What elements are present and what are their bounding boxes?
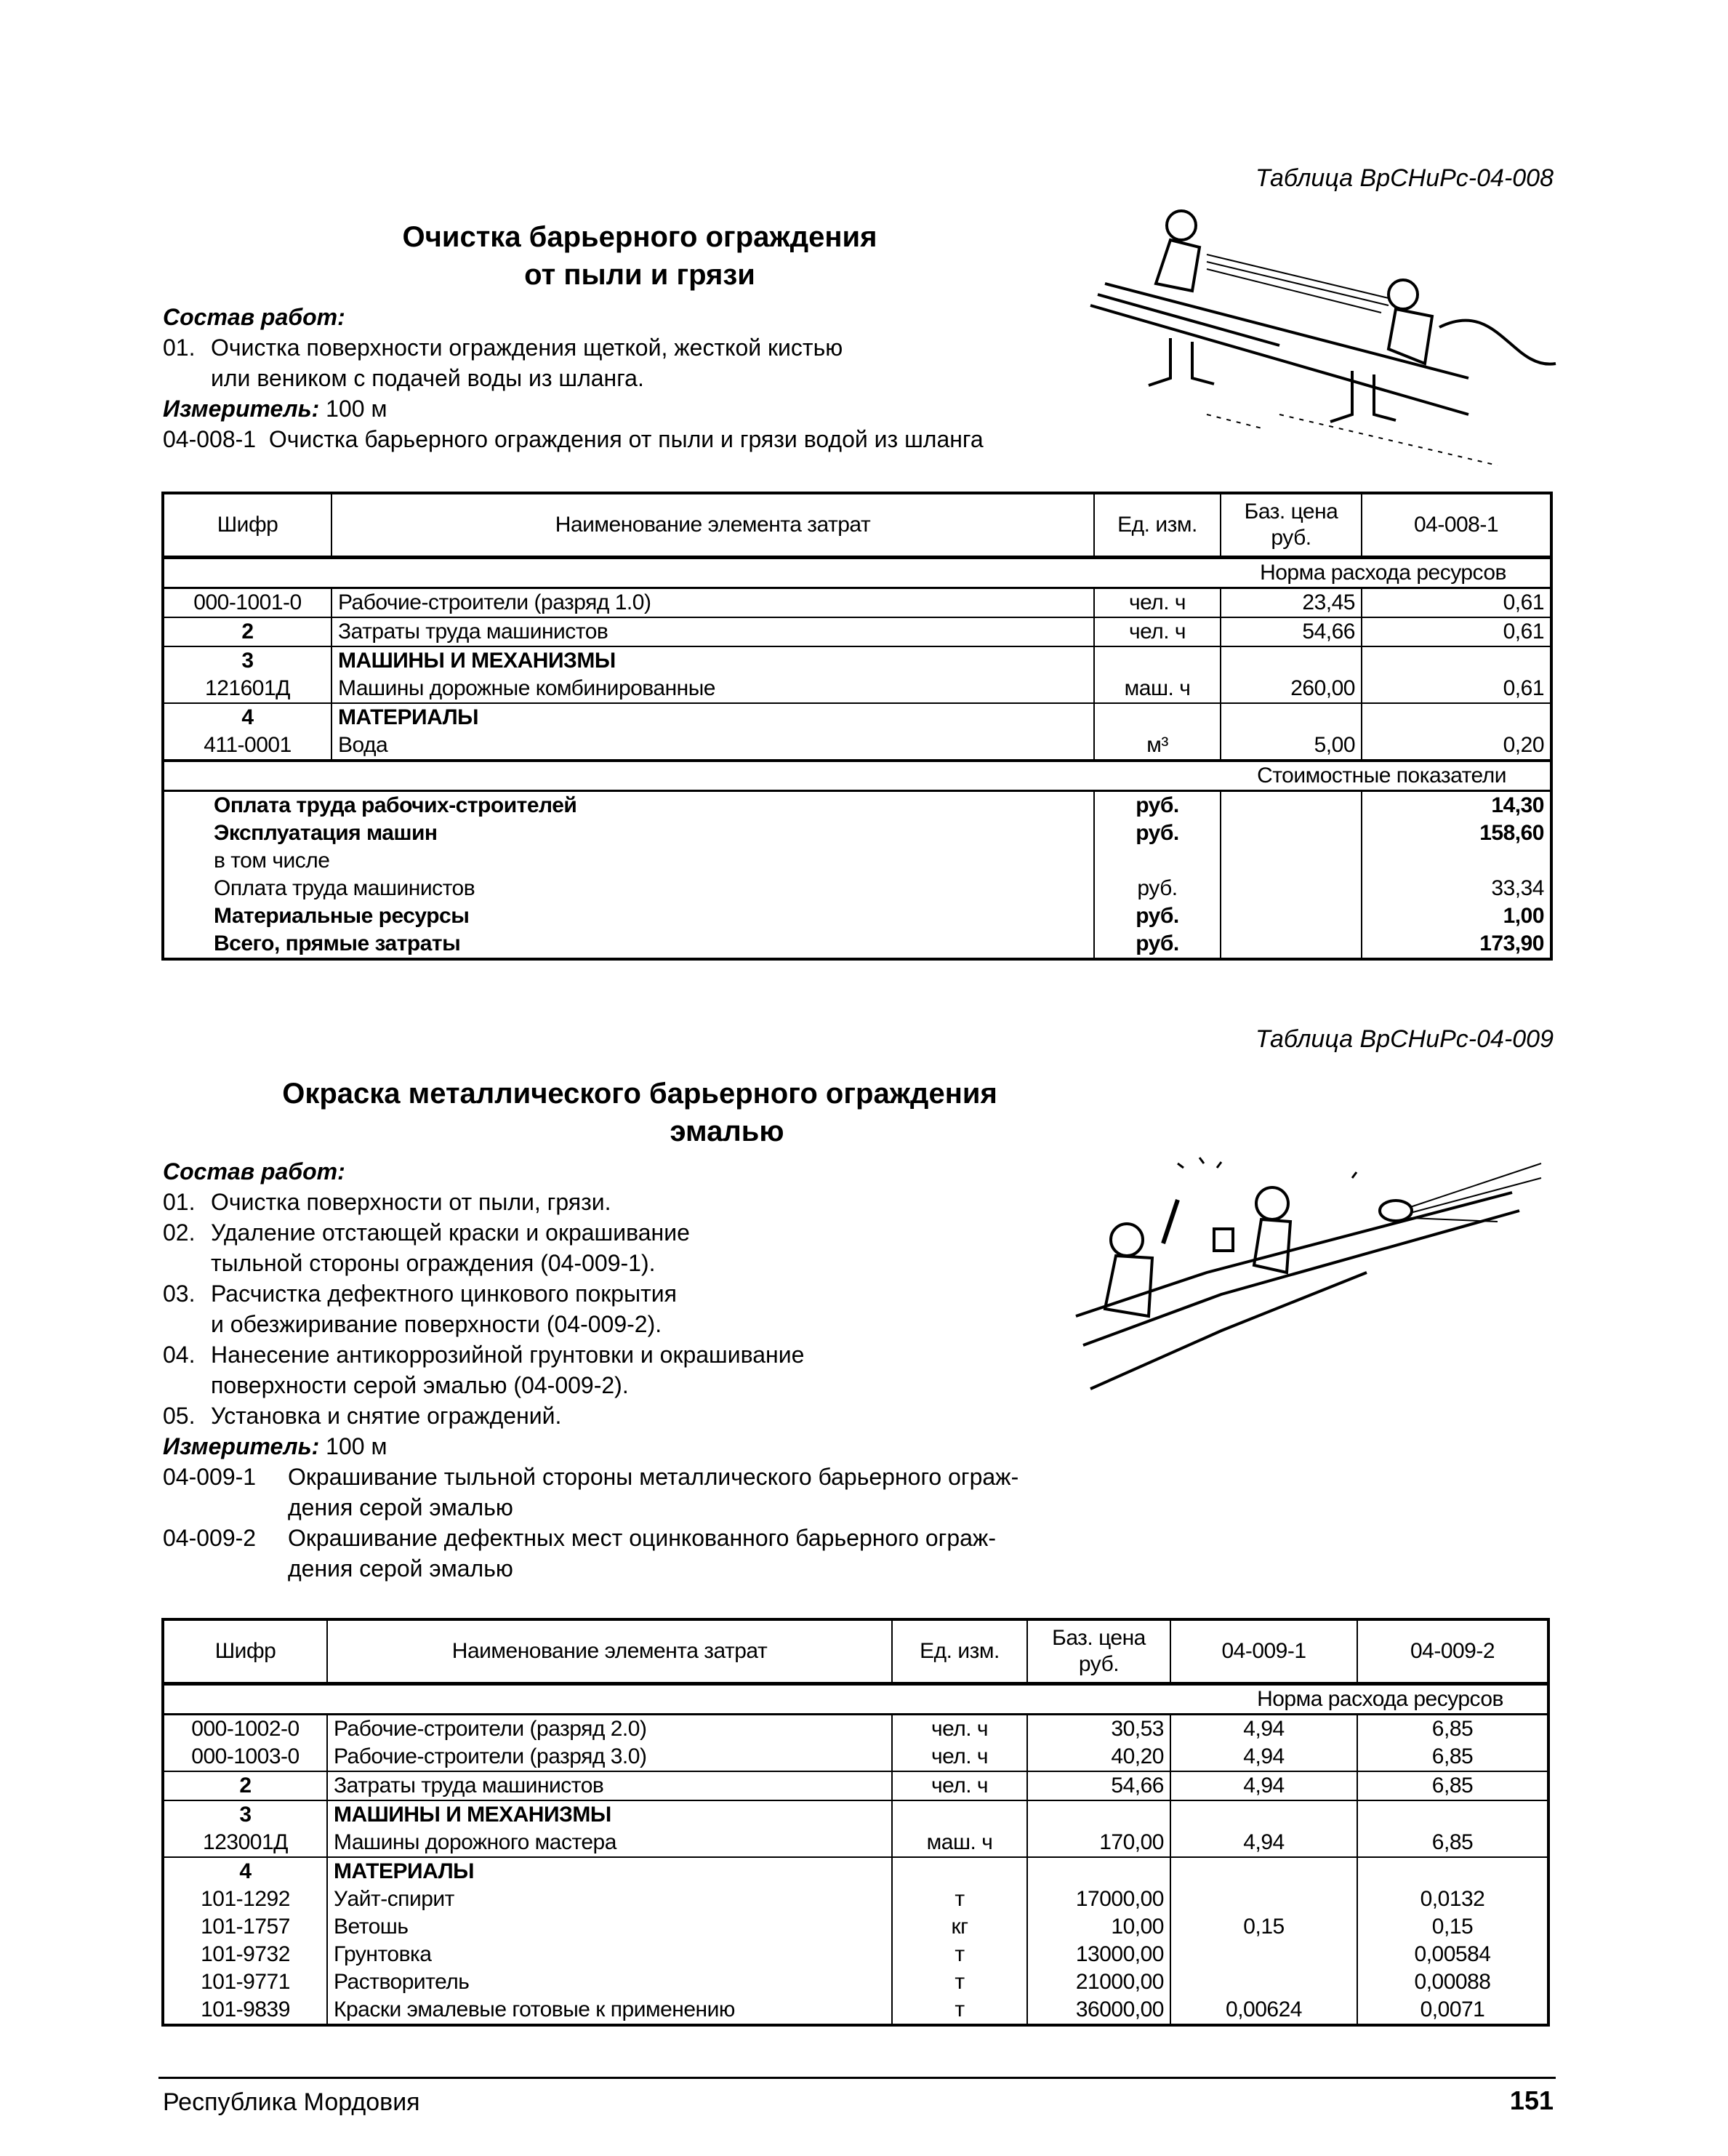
cell-norm: 0,00584 [1357, 1941, 1548, 1968]
section-title [167, 1075, 1112, 1150]
cell-code: 000-1002-0 [163, 1715, 327, 1744]
cost-row [163, 819, 1551, 847]
cell-name: Уайт-спирит [327, 1886, 892, 1913]
cost-unit: руб. [1094, 875, 1221, 902]
item-number: 01. [163, 1189, 196, 1215]
cell-norm: 4,94 [1170, 1743, 1357, 1771]
cell-price: 5,00 [1221, 732, 1362, 761]
cost-value: 1,00 [1362, 902, 1551, 930]
table-row [163, 646, 1551, 675]
cell-price: 36000,00 [1027, 1996, 1170, 2025]
cell-price [1221, 646, 1362, 675]
work-item [163, 1278, 1181, 1339]
cell-code: 3 [163, 646, 331, 675]
cost-row [163, 930, 1551, 959]
cell-code: 411-0001 [163, 732, 331, 761]
table-row [163, 732, 1551, 761]
cost-name: Оплата труда машинистов [163, 875, 1094, 902]
item-text [211, 1339, 804, 1400]
code: 04-009-2 [163, 1525, 257, 1551]
col-header-name: Наименование элемента затрат [331, 493, 1094, 558]
cell-code: 4 [163, 1857, 327, 1886]
header-row [163, 1619, 1548, 1684]
cell-code: 101-9732 [163, 1941, 327, 1968]
work-description [163, 1156, 1181, 1584]
cell-norm: 0,00624 [1170, 1996, 1357, 2025]
code-desc [288, 1523, 996, 1584]
cell-norm [1170, 1886, 1357, 1913]
cost-value: 33,34 [1362, 875, 1551, 902]
item-number: 04. [163, 1342, 196, 1368]
item-text-line: Расчистка дефектного цинкового покрытия [211, 1281, 677, 1307]
cell-price [1027, 1800, 1170, 1829]
title-line: эмалью [670, 1115, 784, 1147]
cell-code: 3 [163, 1800, 327, 1829]
table-row [163, 703, 1551, 732]
cell-norm: 0,15 [1170, 1913, 1357, 1941]
cell-name: МАТЕРИАЛЫ [327, 1857, 892, 1886]
cell-price [1221, 703, 1362, 732]
cell-code: 101-1757 [163, 1913, 327, 1941]
item-text: Очистка поверхности ограждения щеткой, жесткой кистью или веником с подачей воды из шланга. [211, 334, 843, 391]
cell-code: 123001Д [163, 1829, 327, 1857]
cell-unit: чел. ч [1094, 588, 1221, 618]
cell-norm: 4,94 [1170, 1771, 1357, 1800]
page-number: 151 [1509, 2085, 1554, 2115]
cell-norm: 4,94 [1170, 1829, 1357, 1857]
cost-empty [1221, 902, 1362, 930]
meter: Измеритель: 100 м [163, 396, 387, 422]
cost-name: Эксплуатация машин [163, 819, 1094, 847]
cost-unit [1094, 847, 1221, 875]
title-line: от пыли и грязи [524, 259, 755, 291]
cell-norm: 0,61 [1362, 588, 1551, 618]
cell-norm [1362, 703, 1551, 732]
code-line: 04-008-1 Очистка барьерного ограждения от пыли и грязи водой из шланга [163, 426, 984, 452]
cell-code: 101-9771 [163, 1968, 327, 1996]
cell-norm: 0,0071 [1357, 1996, 1548, 2025]
cell-unit [1094, 703, 1221, 732]
cell-norm [1170, 1968, 1357, 1996]
cell-name: Затраты труда машинистов [331, 617, 1094, 646]
item-number: 05. [163, 1403, 196, 1429]
cell-code: 000-1001-0 [163, 588, 331, 618]
cell-price [1027, 1857, 1170, 1886]
table-row [163, 617, 1551, 646]
cell-price: 17000,00 [1027, 1886, 1170, 1913]
cell-unit: т [892, 1968, 1027, 1996]
cell-name: МАТЕРИАЛЫ [331, 703, 1094, 732]
table-row [163, 1743, 1548, 1771]
cell-name: Вода [331, 732, 1094, 761]
cost-name: Всего, прямые затраты [163, 930, 1094, 959]
cell-norm: 6,85 [1357, 1829, 1548, 1857]
cost-unit: руб. [1094, 819, 1221, 847]
composition-label: Состав работ: [163, 304, 345, 330]
header-row [163, 493, 1551, 558]
cost-row [163, 791, 1551, 820]
cell-norm [1357, 1800, 1548, 1829]
cost-unit: руб. [1094, 930, 1221, 959]
cell-name: Краски эмалевые готовые к применению [327, 1996, 892, 2025]
section-row [163, 761, 1551, 791]
col-header-norm: 04-008-1 [1362, 493, 1551, 558]
col-header-name: Наименование элемента затрат [327, 1619, 892, 1684]
cell-price: 40,20 [1027, 1743, 1170, 1771]
cell-price: 170,00 [1027, 1829, 1170, 1857]
col-header-unit: Ед. изм. [1094, 493, 1221, 558]
cell-unit: т [892, 1996, 1027, 2025]
cell-norm: 6,85 [1357, 1771, 1548, 1800]
item-text-line: тыльной стороны ограждения (04-009-1). [211, 1250, 656, 1276]
cell-unit: маш. ч [1094, 675, 1221, 703]
work-item [163, 1400, 1181, 1431]
cell-unit: чел. ч [892, 1771, 1027, 1800]
table-row [163, 1913, 1548, 1941]
cell-norm: 6,85 [1357, 1715, 1548, 1744]
cell-unit [892, 1857, 1027, 1886]
work-item [163, 1187, 1181, 1217]
item-text-line: и обезжиривание поверхности (04-009-2). [211, 1311, 662, 1337]
code-desc [288, 1462, 1018, 1523]
section-label: Норма расхода ресурсов [163, 558, 1551, 588]
title-line: Очистка барьерного ограждения [402, 221, 877, 253]
code-line [163, 1523, 1181, 1584]
code-desc-line: дения серой эмалью [288, 1494, 513, 1520]
meter [163, 1431, 1181, 1462]
table-row [163, 1968, 1548, 1996]
cell-code: 101-9839 [163, 1996, 327, 2025]
table-row [163, 1715, 1548, 1744]
item-number: 01. [163, 334, 196, 361]
cell-unit: кг [892, 1913, 1027, 1941]
cell-norm: 0,00088 [1357, 1968, 1548, 1996]
cost-empty [1221, 930, 1362, 959]
cell-name: МАШИНЫ И МЕХАНИЗМЫ [331, 646, 1094, 675]
code-desc-line: дения серой эмалью [288, 1555, 513, 1582]
cost-empty [1221, 819, 1362, 847]
title-line: Окраска металлического барьерного ограждения [282, 1078, 997, 1110]
col-header-code: Шифр [163, 1619, 327, 1684]
section-row [163, 1684, 1548, 1715]
item-text-line: Очистка поверхности от пыли, грязи. [211, 1189, 611, 1215]
cell-name: Рабочие-строители (разряд 2.0) [327, 1715, 892, 1744]
work-item [163, 1339, 1181, 1400]
section-label: Стоимостные показатели [163, 761, 1551, 791]
cell-price: 30,53 [1027, 1715, 1170, 1744]
cost-name: Оплата труда рабочих-строителей [163, 791, 1094, 820]
cell-norm [1170, 1800, 1357, 1829]
workers-cleaning-barrier-illustration [1061, 196, 1563, 473]
resource-table-04-009 [161, 1618, 1550, 2027]
item-text-line: Удаление отстающей краски и окрашивание [211, 1219, 690, 1246]
code-line [163, 1462, 1181, 1523]
cell-norm: 0,0132 [1357, 1886, 1548, 1913]
item-number: 02. [163, 1219, 196, 1246]
cell-name: Ветошь [327, 1913, 892, 1941]
table-row [163, 1800, 1548, 1829]
code: 04-009-1 [163, 1464, 257, 1490]
col-header-price: Баз. цена руб. [1027, 1619, 1170, 1684]
cell-name: Машины дорожные комбинированные [331, 675, 1094, 703]
table-label: Таблица ВрСНиРс-04-008 [1255, 164, 1554, 192]
item-number: 03. [163, 1281, 196, 1307]
cell-name: Машины дорожного мастера [327, 1829, 892, 1857]
cell-name: Рабочие-строители (разряд 1.0) [331, 588, 1094, 618]
work-item [163, 332, 1181, 393]
cost-value: 14,30 [1362, 791, 1551, 820]
table-row [163, 675, 1551, 703]
cell-norm [1170, 1857, 1357, 1886]
table-row [163, 588, 1551, 618]
table-row [163, 1857, 1548, 1886]
cell-norm [1170, 1941, 1357, 1968]
workers-painting-barrier-illustration [1061, 1149, 1556, 1411]
item-text [211, 1217, 690, 1278]
cost-row [163, 902, 1551, 930]
col-header-norm-1: 04-009-1 [1170, 1619, 1357, 1684]
col-header-code: Шифр [163, 493, 331, 558]
section-title [276, 218, 1003, 294]
cell-unit: чел. ч [892, 1743, 1027, 1771]
cell-unit [892, 1800, 1027, 1829]
cell-code: 2 [163, 1771, 327, 1800]
item-text [211, 1187, 611, 1217]
cell-unit: маш. ч [892, 1829, 1027, 1857]
work-description [163, 302, 1181, 454]
meter-label: Измеритель: [163, 1433, 320, 1459]
cell-name: Затраты труда машинистов [327, 1771, 892, 1800]
cost-name: Материальные ресурсы [163, 902, 1094, 930]
table-row [163, 1996, 1548, 2025]
col-header-price: Баз. цена руб. [1221, 493, 1362, 558]
cost-empty [1221, 875, 1362, 902]
cost-empty [1221, 847, 1362, 875]
work-item [163, 1217, 1181, 1278]
cell-unit: чел. ч [1094, 617, 1221, 646]
cell-price: 260,00 [1221, 675, 1362, 703]
cell-name: Растворитель [327, 1968, 892, 1996]
cost-row [163, 847, 1551, 875]
meter-value: 100 м [326, 1433, 387, 1459]
cell-name: Рабочие-строители (разряд 3.0) [327, 1743, 892, 1771]
footer-region: Республика Мордовия [163, 2088, 420, 2116]
cost-value [1362, 847, 1551, 875]
item-text-line: поверхности серой эмалью (04-009-2). [211, 1372, 629, 1398]
code-desc-line: Окрашивание дефектных мест оцинкованного барьерного ограж- [288, 1525, 996, 1551]
footer-divider [158, 2077, 1556, 2079]
cost-value: 158,60 [1362, 819, 1551, 847]
cell-norm: 6,85 [1357, 1743, 1548, 1771]
cell-name: МАШИНЫ И МЕХАНИЗМЫ [327, 1800, 892, 1829]
cell-unit: м³ [1094, 732, 1221, 761]
cell-price: 23,45 [1221, 588, 1362, 618]
cost-unit: руб. [1094, 902, 1221, 930]
cell-norm: 0,61 [1362, 675, 1551, 703]
cell-norm: 0,61 [1362, 617, 1551, 646]
cost-unit: руб. [1094, 791, 1221, 820]
cell-unit: т [892, 1941, 1027, 1968]
cell-code: 000-1003-0 [163, 1743, 327, 1771]
cost-empty [1221, 791, 1362, 820]
cell-norm: 0,15 [1357, 1913, 1548, 1941]
cell-code: 2 [163, 617, 331, 646]
code-desc-line: Окрашивание тыльной стороны металлического барьерного ограж- [288, 1464, 1019, 1490]
cell-price: 21000,00 [1027, 1968, 1170, 1996]
cell-norm [1362, 646, 1551, 675]
cell-norm [1357, 1857, 1548, 1886]
cell-code: 121601Д [163, 675, 331, 703]
cost-name: в том числе [163, 847, 1094, 875]
table-label: Таблица ВрСНиРс-04-009 [1255, 1025, 1554, 1053]
cell-name: Грунтовка [327, 1941, 892, 1968]
cell-price: 13000,00 [1027, 1941, 1170, 1968]
section-label: Норма расхода ресурсов [163, 1684, 1548, 1715]
item-text-line: Нанесение антикоррозийной грунтовки и окрашивание [211, 1342, 805, 1368]
col-header-unit: Ед. изм. [892, 1619, 1027, 1684]
col-header-norm-2: 04-009-2 [1357, 1619, 1548, 1684]
cell-price: 54,66 [1221, 617, 1362, 646]
cell-code: 101-1292 [163, 1886, 327, 1913]
table-row [163, 1941, 1548, 1968]
composition-label: Состав работ: [163, 1158, 345, 1185]
cell-unit: чел. ч [892, 1715, 1027, 1744]
cell-unit [1094, 646, 1221, 675]
cell-norm: 4,94 [1170, 1715, 1357, 1744]
cost-value: 173,90 [1362, 930, 1551, 959]
cell-price: 54,66 [1027, 1771, 1170, 1800]
cell-unit: т [892, 1886, 1027, 1913]
cell-norm: 0,20 [1362, 732, 1551, 761]
item-text-line: Установка и снятие ограждений. [211, 1403, 562, 1429]
table-row [163, 1886, 1548, 1913]
item-text [211, 1400, 561, 1431]
section-row [163, 558, 1551, 588]
item-text [211, 1278, 677, 1339]
table-row [163, 1771, 1548, 1800]
cell-price: 10,00 [1027, 1913, 1170, 1941]
cell-code: 4 [163, 703, 331, 732]
table-row [163, 1829, 1548, 1857]
cost-row [163, 875, 1551, 902]
resource-table-04-008 [161, 492, 1553, 961]
